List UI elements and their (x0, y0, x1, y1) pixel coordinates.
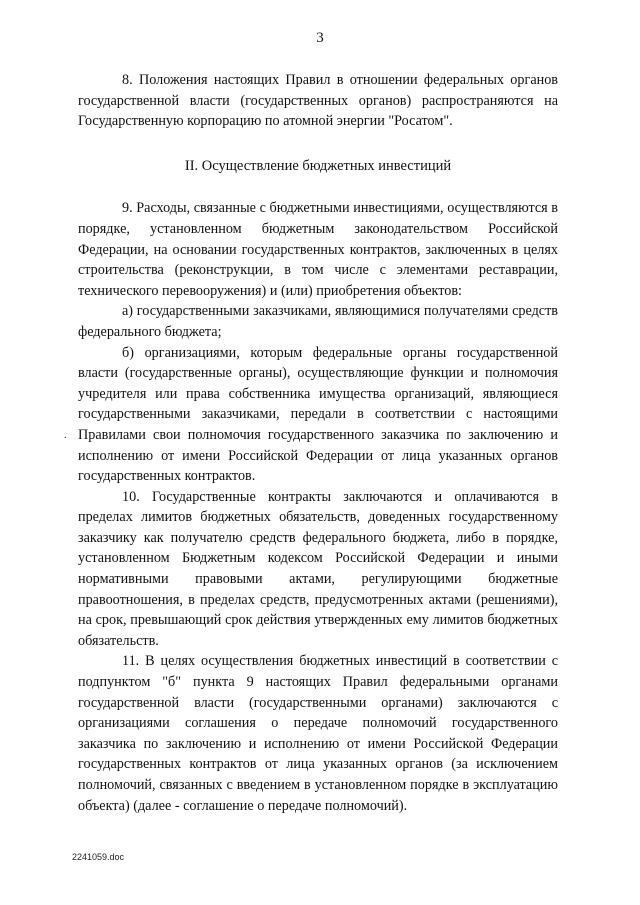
paragraph-10: 10. Государственные контракты заключаются и оплачиваются в пределах лимитов бюджетных обязательств, доведенных государственному заказчику как получателю средств федерального бюджета, либо в порядке, установленном Бюджетным кодексом Российской Федерации и иными нормативными правовыми актами, регулирующими бюджетные правоотношения, в пределах средств, предусмотренных актами (решениями), на срок, превышающий срок действия утвержденных ему лимитов бюджетных обязательств. (78, 488, 558, 649)
paragraph-9b: б) организациями, которым федеральные органы государственной власти (государственные органы), осуществляющие функции и полномочия учредителя или права собственника имущества организаций, являющиеся государственными заказчиками, передали в соответствии с настоящими Правилами свои полномочия государственного заказчика по заключению и исполнению от имени Российской Федерации от лица указанных органов государственных контрактов. (78, 344, 558, 485)
paragraph-9a: а) государственными заказчиками, являющимися получателями средств федерального бюджета; (78, 303, 558, 340)
section-heading: II. Осуществление бюджетных инвестиций (184, 157, 452, 174)
page-number: 3 (316, 30, 324, 46)
margin-mark: . (64, 430, 67, 441)
paragraph-8: 8. Положения настоящих Правил в отношении федеральных органов государственной власти (государственных органов) распространяются на Государственную корпорацию по атомной энергии "Росатом". (78, 72, 558, 130)
document-body (78, 70, 558, 816)
paragraph-11: 11. В целях осуществления бюджетных инвестиций в соответствии с подпунктом "б" пункта 9 настоящих Правил федеральными органами государственной власти (государственными органами) заключаются с организациями соглашения о передаче полномочий государственного заказчика по заключению и исполнению от имени Российской Федерации государственных контрактов от лица указанных органов (за исключением полномочий, связанных с введением в установленном порядке в эксплуатацию объекта) (далее - соглашение о передаче полномочий). (78, 653, 558, 814)
footer-file-code: 2241059.doc (72, 852, 125, 862)
paragraph-9: 9. Расходы, связанные с бюджетными инвестициями, осуществляются в порядке, установленном бюджетным законодательством Российской Федерации, на основании государственных контрактов, заключенных в целях строительства (реконструкции, в том числе с элементами реставрации, технического перевооружения) и (или) приобретения объектов: (78, 200, 558, 299)
